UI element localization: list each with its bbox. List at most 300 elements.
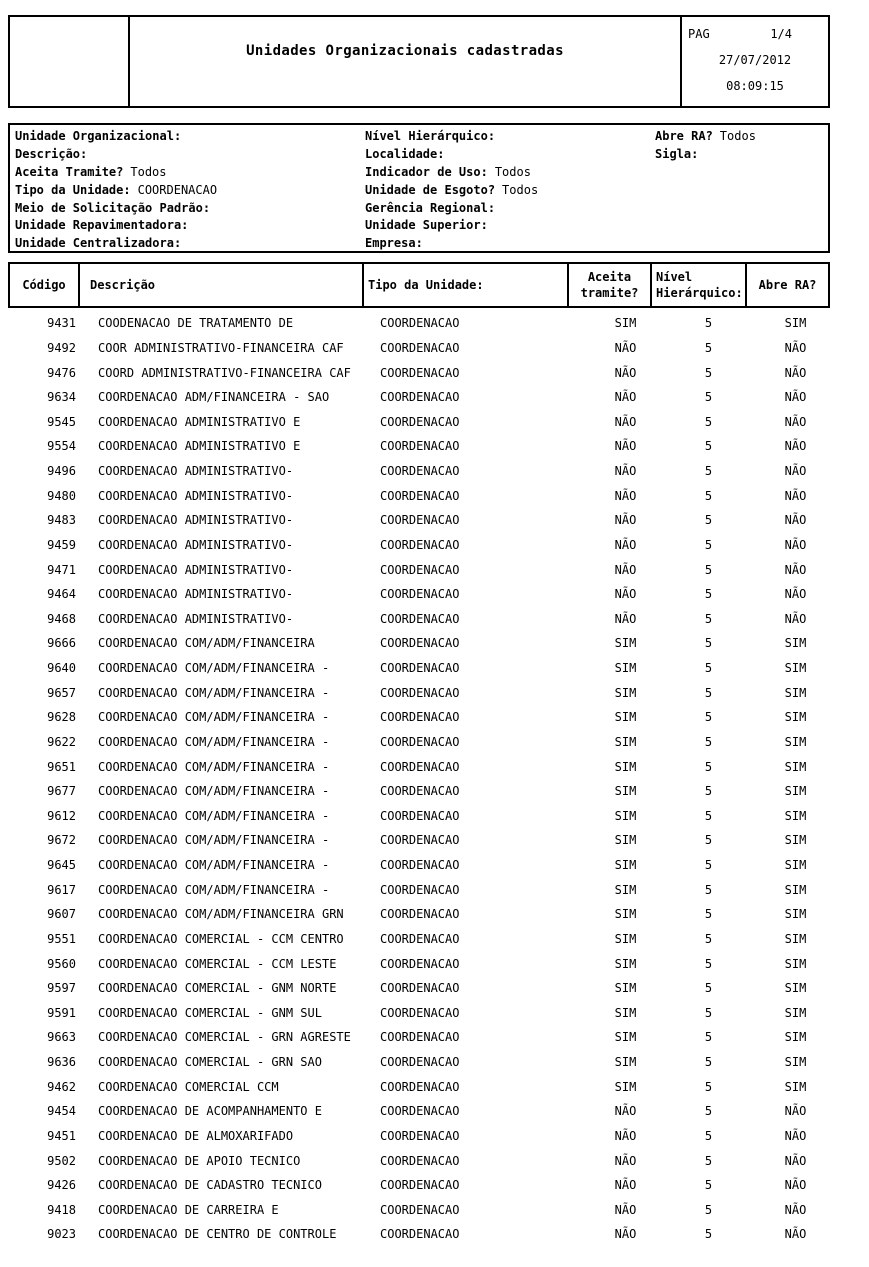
row-codigo: 9431 — [47, 316, 76, 331]
row-nivel-hierarquico: 5 — [704, 833, 713, 848]
table-row — [8, 508, 830, 533]
row-nivel-hierarquico: 5 — [704, 1055, 713, 1070]
row-aceita-tramite: SIM — [614, 661, 637, 676]
row-tipo-unidade: COORDENACAO — [380, 316, 460, 331]
row-aceita-tramite: SIM — [614, 981, 637, 996]
row-codigo: 9545 — [47, 414, 76, 429]
row-abre-ra: NÃO — [784, 1128, 807, 1143]
row-aceita-tramite: NÃO — [614, 1202, 637, 1217]
table-row — [8, 656, 830, 681]
table-row — [8, 927, 830, 952]
filter-label: Descrição: — [15, 146, 88, 161]
row-codigo: 9591 — [47, 1005, 76, 1020]
row-descricao: COORDENACAO ADMINISTRATIVO- — [98, 464, 294, 479]
row-codigo: 9418 — [47, 1202, 76, 1217]
table-row — [8, 877, 830, 902]
row-tipo-unidade: COORDENACAO — [380, 365, 460, 380]
row-tipo-unidade: COORDENACAO — [380, 390, 460, 405]
row-codigo: 9551 — [47, 931, 76, 946]
row-descricao: COORDENACAO COM/ADM/FINANCEIRA - — [98, 808, 330, 823]
row-nivel-hierarquico: 5 — [704, 734, 713, 749]
filter-panel — [8, 123, 830, 253]
row-descricao: COODENACAO DE TRATAMENTO DE — [98, 316, 294, 331]
filter-value: Todos — [502, 182, 539, 197]
row-nivel-hierarquico: 5 — [704, 1153, 713, 1168]
page-number-line — [682, 21, 828, 47]
row-abre-ra: SIM — [784, 833, 807, 848]
row-codigo: 9459 — [47, 537, 76, 552]
row-aceita-tramite: SIM — [614, 636, 637, 651]
row-codigo: 9672 — [47, 833, 76, 848]
row-aceita-tramite: NÃO — [614, 1153, 637, 1168]
row-abre-ra: NÃO — [784, 537, 807, 552]
filter-field — [15, 164, 217, 182]
filter-label: Unidade Organizacional: — [15, 129, 182, 143]
filter-label: Tipo da Unidade: — [15, 182, 131, 197]
column-header-abre-ra: Abre RA? — [758, 278, 817, 292]
row-nivel-hierarquico: 5 — [704, 587, 713, 602]
table-rows — [8, 311, 830, 1247]
row-codigo: 9651 — [47, 759, 76, 774]
row-descricao: COORDENACAO COMERCIAL - GRN SAO — [98, 1055, 322, 1070]
table-row — [8, 1099, 830, 1124]
filter-column-3 — [655, 128, 756, 164]
filter-label: Empresa: — [365, 236, 423, 251]
row-tipo-unidade: COORDENACAO — [380, 907, 460, 922]
report-header — [8, 15, 830, 108]
table-row — [8, 1222, 830, 1247]
row-abre-ra: NÃO — [784, 464, 807, 479]
row-nivel-hierarquico: 5 — [704, 808, 713, 823]
row-tipo-unidade: COORDENACAO — [380, 464, 460, 479]
filter-field — [655, 128, 756, 146]
row-nivel-hierarquico: 5 — [704, 784, 713, 799]
row-abre-ra: NÃO — [784, 365, 807, 380]
row-tipo-unidade: COORDENACAO — [380, 340, 460, 355]
row-nivel-hierarquico: 5 — [704, 611, 713, 626]
row-aceita-tramite: NÃO — [614, 390, 637, 405]
row-aceita-tramite: SIM — [614, 956, 637, 971]
row-abre-ra: SIM — [784, 685, 807, 700]
row-nivel-hierarquico: 5 — [704, 759, 713, 774]
row-aceita-tramite: SIM — [614, 710, 637, 725]
row-nivel-hierarquico: 5 — [704, 1128, 713, 1143]
row-descricao: COORDENACAO DE CENTRO DE CONTROLE — [98, 1227, 337, 1242]
row-tipo-unidade: COORDENACAO — [380, 513, 460, 528]
filter-label: Unidade de Esgoto? — [365, 182, 496, 197]
row-tipo-unidade: COORDENACAO — [380, 1202, 460, 1217]
row-codigo: 9560 — [47, 956, 76, 971]
row-codigo: 9454 — [47, 1104, 76, 1119]
column-header-tipo-unidade: Tipo da Unidade: — [364, 264, 569, 306]
row-codigo: 9636 — [47, 1055, 76, 1070]
row-tipo-unidade: COORDENACAO — [380, 439, 460, 454]
row-abre-ra: SIM — [784, 784, 807, 799]
table-row — [8, 607, 830, 632]
row-abre-ra: SIM — [784, 1055, 807, 1070]
row-aceita-tramite: NÃO — [614, 1128, 637, 1143]
table-row — [8, 1173, 830, 1198]
row-tipo-unidade: COORDENACAO — [380, 784, 460, 799]
row-descricao: COORDENACAO COM/ADM/FINANCEIRA — [98, 636, 315, 651]
row-descricao: COORDENACAO ADMINISTRATIVO- — [98, 513, 294, 528]
row-descricao: COORDENACAO COMERCIAL - CCM LESTE — [98, 956, 337, 971]
row-abre-ra: NÃO — [784, 1153, 807, 1168]
row-abre-ra: SIM — [784, 1005, 807, 1020]
table-header — [8, 262, 830, 308]
row-aceita-tramite: NÃO — [614, 340, 637, 355]
table-row — [8, 311, 830, 336]
row-descricao: COORDENACAO COM/ADM/FINANCEIRA - — [98, 882, 330, 897]
row-descricao: COORDENACAO ADMINISTRATIVO E — [98, 439, 301, 454]
column-header-codigo: Código — [10, 264, 80, 306]
row-tipo-unidade: COORDENACAO — [380, 956, 460, 971]
table-row — [8, 828, 830, 853]
row-descricao: COORDENACAO COM/ADM/FINANCEIRA - — [98, 858, 330, 873]
row-aceita-tramite: NÃO — [614, 1104, 637, 1119]
row-codigo: 9496 — [47, 464, 76, 479]
table-row — [8, 1148, 830, 1173]
table-row — [8, 951, 830, 976]
row-descricao: COORDENACAO COM/ADM/FINANCEIRA GRN — [98, 907, 344, 922]
table-row — [8, 1198, 830, 1223]
row-tipo-unidade: COORDENACAO — [380, 931, 460, 946]
row-tipo-unidade: COORDENACAO — [380, 1030, 460, 1045]
table-row — [8, 1001, 830, 1026]
column-header-nivel-hierarquico: Nível Hierárquico: — [652, 264, 747, 306]
row-nivel-hierarquico: 5 — [704, 414, 713, 429]
table-row — [8, 1074, 830, 1099]
filter-column-2 — [365, 128, 538, 253]
row-codigo: 9476 — [47, 365, 76, 380]
row-descricao: COORDENACAO ADMINISTRATIVO- — [98, 611, 294, 626]
row-abre-ra: NÃO — [784, 390, 807, 405]
row-tipo-unidade: COORDENACAO — [380, 833, 460, 848]
pag-label: PAG — [688, 27, 710, 41]
row-abre-ra: NÃO — [784, 1104, 807, 1119]
row-descricao: COORDENACAO COM/ADM/FINANCEIRA - — [98, 710, 330, 725]
row-nivel-hierarquico: 5 — [704, 1104, 713, 1119]
filter-field — [15, 200, 217, 218]
row-codigo: 9426 — [47, 1178, 76, 1193]
row-aceita-tramite: SIM — [614, 734, 637, 749]
table-row — [8, 1025, 830, 1050]
row-abre-ra: SIM — [784, 734, 807, 749]
row-descricao: COORDENACAO COMERCIAL - GNM NORTE — [98, 981, 337, 996]
row-aceita-tramite: NÃO — [614, 414, 637, 429]
row-abre-ra: SIM — [784, 882, 807, 897]
row-tipo-unidade: COORDENACAO — [380, 1178, 460, 1193]
row-tipo-unidade: COORDENACAO — [380, 685, 460, 700]
table-row — [8, 434, 830, 459]
row-tipo-unidade: COORDENACAO — [380, 710, 460, 725]
filter-field — [365, 217, 538, 235]
row-aceita-tramite: NÃO — [614, 513, 637, 528]
row-codigo: 9640 — [47, 661, 76, 676]
table-row — [8, 976, 830, 1001]
row-codigo: 9628 — [47, 710, 76, 725]
filter-column-1 — [15, 128, 217, 253]
title-cell — [130, 17, 680, 106]
row-descricao: COORDENACAO ADMINISTRATIVO- — [98, 587, 294, 602]
row-abre-ra: SIM — [784, 636, 807, 651]
row-abre-ra: NÃO — [784, 1178, 807, 1193]
row-nivel-hierarquico: 5 — [704, 316, 713, 331]
row-tipo-unidade: COORDENACAO — [380, 1104, 460, 1119]
row-tipo-unidade: COORDENACAO — [380, 858, 460, 873]
row-tipo-unidade: COORDENACAO — [380, 759, 460, 774]
row-descricao: COORDENACAO DE ACOMPANHAMENTO E — [98, 1104, 322, 1119]
row-codigo: 9666 — [47, 636, 76, 651]
row-tipo-unidade: COORDENACAO — [380, 414, 460, 429]
row-codigo: 9607 — [47, 907, 76, 922]
table-row — [8, 804, 830, 829]
row-aceita-tramite: SIM — [614, 907, 637, 922]
row-nivel-hierarquico: 5 — [704, 1227, 713, 1242]
column-header-descricao: Descrição — [80, 264, 364, 306]
row-codigo: 9451 — [47, 1128, 76, 1143]
row-descricao: COORDENACAO DE CADASTRO TECNICO — [98, 1178, 322, 1193]
filter-field — [15, 128, 217, 146]
row-abre-ra: SIM — [784, 1030, 807, 1045]
table-row — [8, 902, 830, 927]
row-descricao: COORDENACAO ADMINISTRATIVO E — [98, 414, 301, 429]
row-aceita-tramite: SIM — [614, 882, 637, 897]
row-aceita-tramite: SIM — [614, 1005, 637, 1020]
filter-field — [15, 146, 217, 164]
row-aceita-tramite: NÃO — [614, 1178, 637, 1193]
row-abre-ra: SIM — [784, 661, 807, 676]
row-descricao: COORDENACAO COM/ADM/FINANCEIRA - — [98, 759, 330, 774]
filter-field — [365, 235, 538, 253]
row-codigo: 9657 — [47, 685, 76, 700]
row-tipo-unidade: COORDENACAO — [380, 1128, 460, 1143]
table-row — [8, 360, 830, 385]
row-abre-ra: SIM — [784, 907, 807, 922]
row-codigo: 9468 — [47, 611, 76, 626]
filter-value: COORDENACAO — [137, 182, 218, 197]
row-codigo: 9677 — [47, 784, 76, 799]
filter-label: Indicador de Uso: — [365, 164, 488, 179]
report-time: 08:09:15 — [726, 79, 784, 93]
row-abre-ra: SIM — [784, 1079, 807, 1094]
row-abre-ra: SIM — [784, 808, 807, 823]
row-aceita-tramite: SIM — [614, 858, 637, 873]
filter-field — [655, 146, 756, 164]
row-nivel-hierarquico: 5 — [704, 1030, 713, 1045]
table-row — [8, 582, 830, 607]
row-descricao: COORDENACAO COMERCIAL - CCM CENTRO — [98, 931, 344, 946]
row-nivel-hierarquico: 5 — [704, 882, 713, 897]
row-abre-ra: NÃO — [784, 611, 807, 626]
row-codigo: 9483 — [47, 513, 76, 528]
table-row — [8, 705, 830, 730]
row-tipo-unidade: COORDENACAO — [380, 1005, 460, 1020]
filter-label: Abre RA? — [655, 129, 713, 143]
table-row — [8, 336, 830, 361]
row-aceita-tramite: NÃO — [614, 1227, 637, 1242]
row-nivel-hierarquico: 5 — [704, 636, 713, 651]
row-aceita-tramite: SIM — [614, 759, 637, 774]
row-descricao: COORDENACAO ADMINISTRATIVO- — [98, 562, 294, 577]
row-aceita-tramite: NÃO — [614, 464, 637, 479]
row-abre-ra: SIM — [784, 956, 807, 971]
row-codigo: 9634 — [47, 390, 76, 405]
row-tipo-unidade: COORDENACAO — [380, 981, 460, 996]
row-aceita-tramite: SIM — [614, 784, 637, 799]
pag-value: 1/4 — [770, 27, 792, 41]
row-nivel-hierarquico: 5 — [704, 365, 713, 380]
row-tipo-unidade: COORDENACAO — [380, 1079, 460, 1094]
filter-label: Nível Hierárquico: — [365, 129, 496, 143]
row-tipo-unidade: COORDENACAO — [380, 611, 460, 626]
row-aceita-tramite: NÃO — [614, 611, 637, 626]
row-descricao: COORDENACAO COM/ADM/FINANCEIRA - — [98, 661, 330, 676]
filter-label: Meio de Solicitação Padrão: — [15, 200, 211, 215]
row-nivel-hierarquico: 5 — [704, 340, 713, 355]
row-nivel-hierarquico: 5 — [704, 661, 713, 676]
row-aceita-tramite: SIM — [614, 931, 637, 946]
row-nivel-hierarquico: 5 — [704, 907, 713, 922]
table-row — [8, 557, 830, 582]
row-nivel-hierarquico: 5 — [704, 464, 713, 479]
row-aceita-tramite: NÃO — [614, 439, 637, 454]
row-abre-ra: SIM — [784, 981, 807, 996]
row-nivel-hierarquico: 5 — [704, 439, 713, 454]
row-abre-ra: NÃO — [784, 513, 807, 528]
table-row — [8, 853, 830, 878]
table-row — [8, 754, 830, 779]
row-aceita-tramite: NÃO — [614, 537, 637, 552]
row-nivel-hierarquico: 5 — [704, 390, 713, 405]
filter-field — [15, 235, 217, 253]
row-codigo: 9645 — [47, 858, 76, 873]
column-header-aceita-tramite: Aceita tramite? — [569, 264, 652, 306]
row-tipo-unidade: COORDENACAO — [380, 882, 460, 897]
table-row — [8, 459, 830, 484]
row-abre-ra: NÃO — [784, 562, 807, 577]
row-tipo-unidade: COORDENACAO — [380, 734, 460, 749]
table-row — [8, 410, 830, 435]
row-descricao: COORDENACAO COM/ADM/FINANCEIRA - — [98, 685, 330, 700]
row-tipo-unidade: COORDENACAO — [380, 587, 460, 602]
filter-field — [365, 182, 538, 200]
row-nivel-hierarquico: 5 — [704, 931, 713, 946]
row-codigo: 9480 — [47, 488, 76, 503]
row-aceita-tramite: SIM — [614, 1079, 637, 1094]
row-aceita-tramite: NÃO — [614, 365, 637, 380]
row-tipo-unidade: COORDENACAO — [380, 1055, 460, 1070]
row-abre-ra: SIM — [784, 710, 807, 725]
table-row — [8, 1124, 830, 1149]
table-row — [8, 1050, 830, 1075]
row-descricao: COORDENACAO DE APOIO TECNICO — [98, 1153, 301, 1168]
row-codigo: 9464 — [47, 587, 76, 602]
row-aceita-tramite: NÃO — [614, 562, 637, 577]
row-descricao: COORDENACAO ADM/FINANCEIRA - SAO — [98, 390, 330, 405]
row-descricao: COOR ADMINISTRATIVO-FINANCEIRA CAF — [98, 340, 344, 355]
filter-field — [365, 146, 538, 164]
filter-value: Todos — [130, 164, 167, 179]
row-nivel-hierarquico: 5 — [704, 981, 713, 996]
row-aceita-tramite: SIM — [614, 833, 637, 848]
row-abre-ra: NÃO — [784, 340, 807, 355]
row-nivel-hierarquico: 5 — [704, 537, 713, 552]
filter-field — [365, 128, 538, 146]
row-descricao: COORDENACAO COMERCIAL CCM — [98, 1079, 279, 1094]
table-row — [8, 680, 830, 705]
row-descricao: COORDENACAO DE ALMOXARIFADO — [98, 1128, 294, 1143]
row-descricao: COORD ADMINISTRATIVO-FINANCEIRA CAF — [98, 365, 351, 380]
row-tipo-unidade: COORDENACAO — [380, 1153, 460, 1168]
row-tipo-unidade: COORDENACAO — [380, 488, 460, 503]
filter-field — [15, 182, 217, 200]
filter-label: Unidade Centralizadora: — [15, 236, 182, 251]
filter-label: Unidade Superior: — [365, 218, 488, 233]
filter-field — [365, 200, 538, 218]
row-aceita-tramite: SIM — [614, 808, 637, 823]
filter-label: Gerência Regional: — [365, 200, 496, 215]
row-abre-ra: NÃO — [784, 587, 807, 602]
row-tipo-unidade: COORDENACAO — [380, 537, 460, 552]
row-codigo: 9612 — [47, 808, 76, 823]
row-nivel-hierarquico: 5 — [704, 1079, 713, 1094]
row-aceita-tramite: NÃO — [614, 488, 637, 503]
row-tipo-unidade: COORDENACAO — [380, 661, 460, 676]
logo-cell — [10, 17, 130, 106]
filter-label: Aceita Tramite? — [15, 164, 124, 179]
row-descricao: COORDENACAO ADMINISTRATIVO- — [98, 537, 294, 552]
table-row — [8, 533, 830, 558]
row-abre-ra: NÃO — [784, 1227, 807, 1242]
row-nivel-hierarquico: 5 — [704, 858, 713, 873]
row-nivel-hierarquico: 5 — [704, 488, 713, 503]
table-row — [8, 483, 830, 508]
row-tipo-unidade: COORDENACAO — [380, 1227, 460, 1242]
row-codigo: 9471 — [47, 562, 76, 577]
row-tipo-unidade: COORDENACAO — [380, 636, 460, 651]
row-descricao: COORDENACAO COM/ADM/FINANCEIRA - — [98, 734, 330, 749]
row-aceita-tramite: NÃO — [614, 587, 637, 602]
row-codigo: 9023 — [47, 1227, 76, 1242]
row-abre-ra: NÃO — [784, 488, 807, 503]
row-codigo: 9617 — [47, 882, 76, 897]
row-descricao: COORDENACAO COMERCIAL - GRN AGRESTE — [98, 1030, 351, 1045]
filter-field — [365, 164, 538, 182]
row-codigo: 9622 — [47, 734, 76, 749]
row-codigo: 9462 — [47, 1079, 76, 1094]
row-descricao: COORDENACAO COMERCIAL - GNM SUL — [98, 1005, 322, 1020]
page-info-cell — [680, 17, 828, 106]
row-aceita-tramite: SIM — [614, 1055, 637, 1070]
filter-value: Todos — [494, 164, 531, 179]
row-descricao: COORDENACAO COM/ADM/FINANCEIRA - — [98, 833, 330, 848]
page-title: Unidades Organizacionais cadastradas — [246, 43, 564, 59]
row-tipo-unidade: COORDENACAO — [380, 562, 460, 577]
table-row — [8, 779, 830, 804]
row-nivel-hierarquico: 5 — [704, 1005, 713, 1020]
filter-value: Todos — [719, 129, 756, 143]
row-codigo: 9663 — [47, 1030, 76, 1045]
filter-label: Unidade Repavimentadora: — [15, 218, 189, 233]
row-aceita-tramite: SIM — [614, 316, 637, 331]
row-nivel-hierarquico: 5 — [704, 562, 713, 577]
row-nivel-hierarquico: 5 — [704, 685, 713, 700]
row-abre-ra: SIM — [784, 316, 807, 331]
row-nivel-hierarquico: 5 — [704, 956, 713, 971]
row-codigo: 9597 — [47, 981, 76, 996]
table-row — [8, 385, 830, 410]
